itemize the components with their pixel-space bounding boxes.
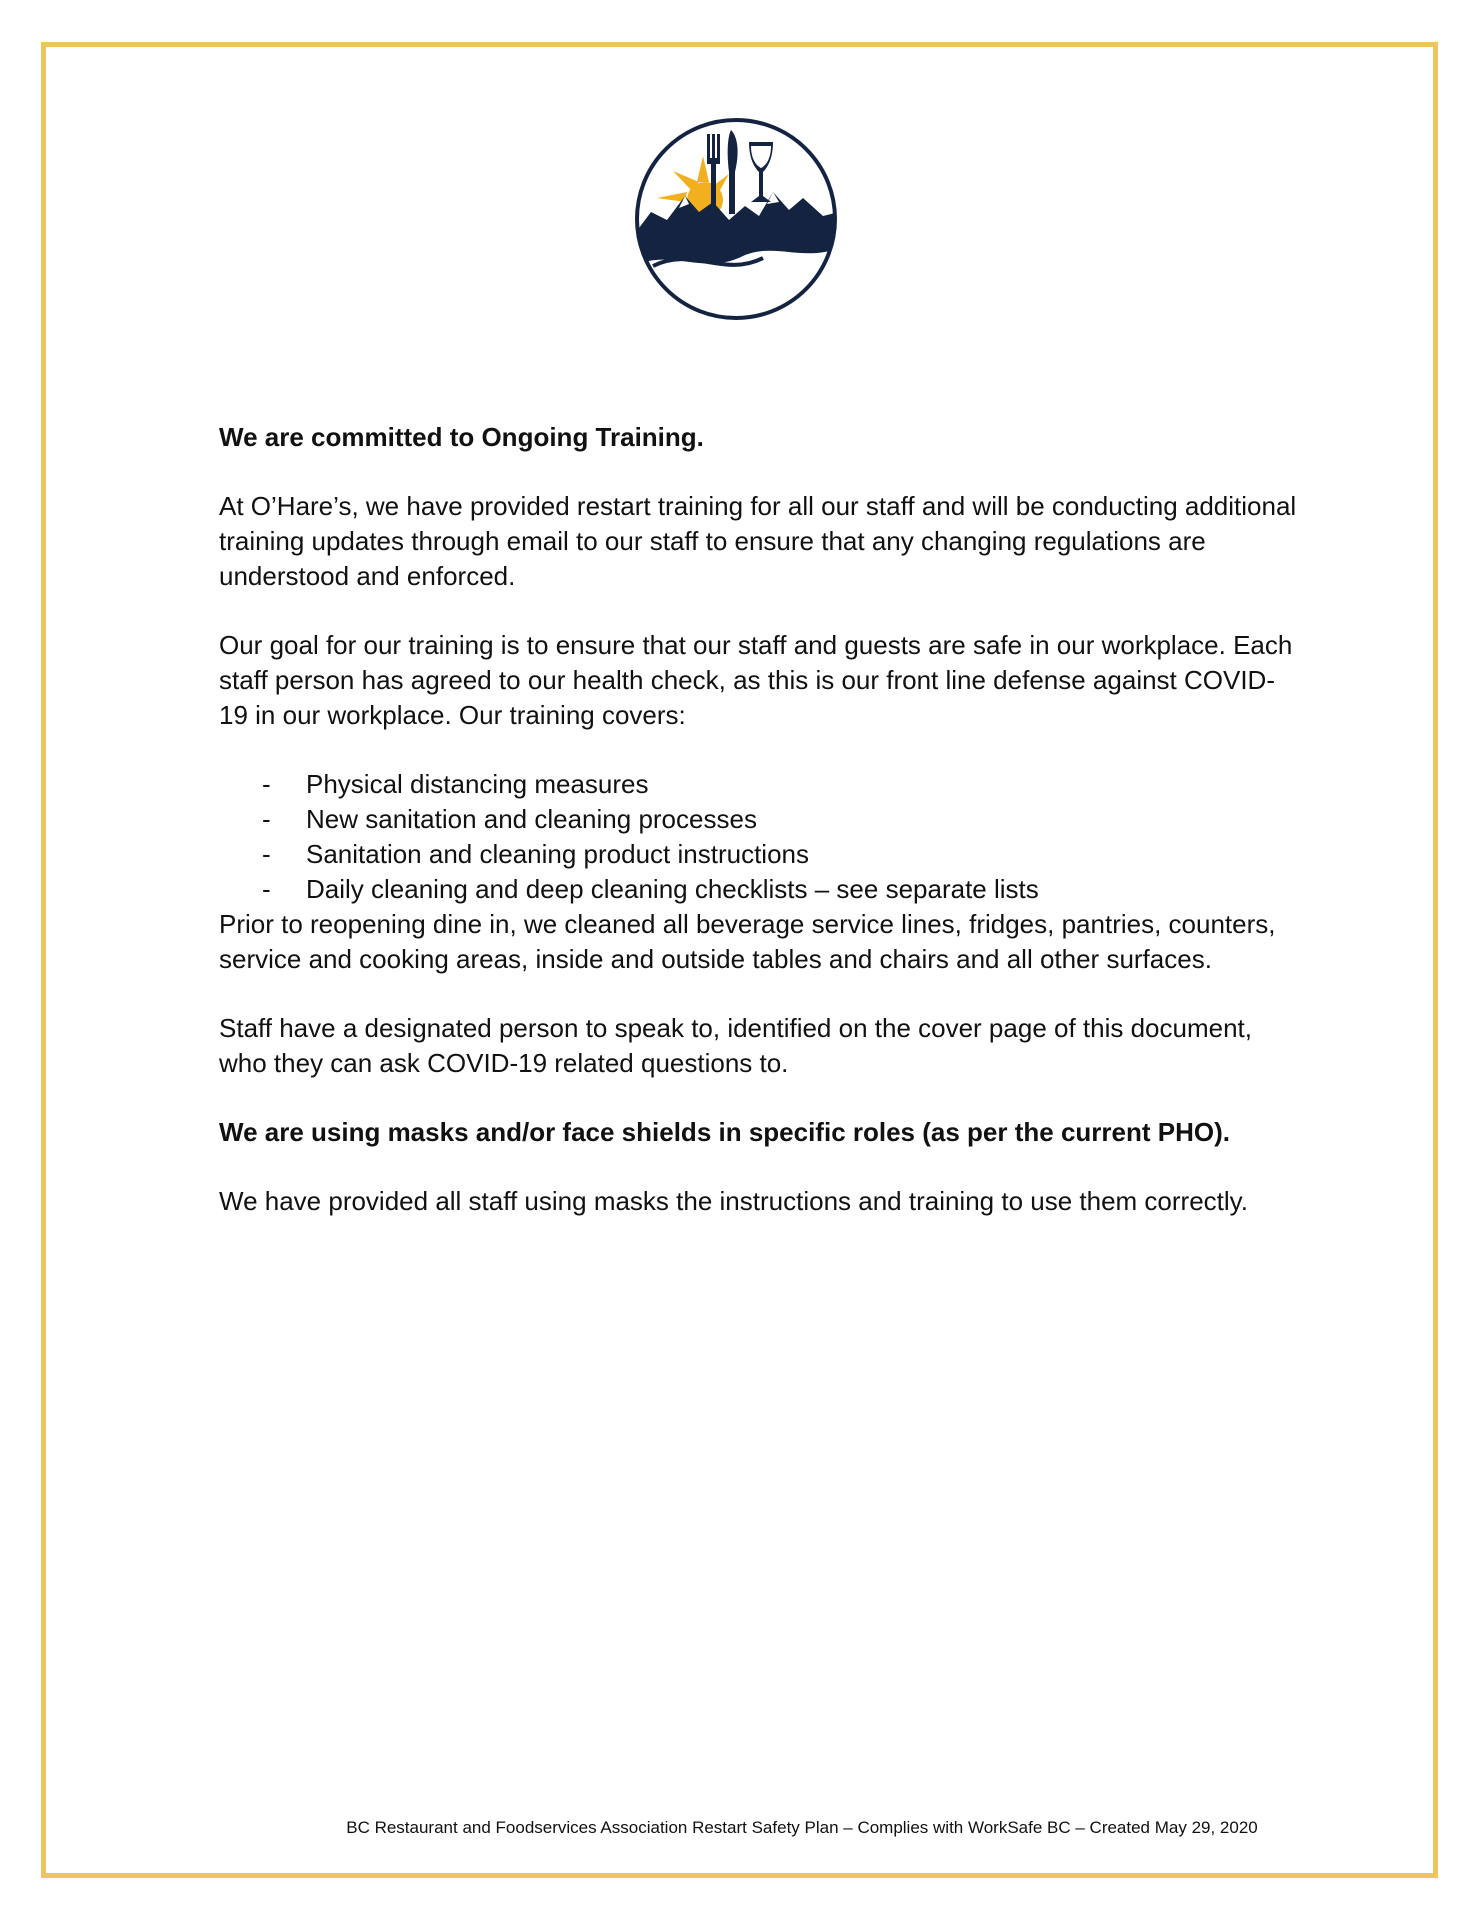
list-item [219, 837, 1299, 872]
document-body [219, 420, 1299, 1253]
restaurant-logo-icon [633, 116, 839, 322]
heading-ongoing-training: We are committed to Ongoing Training. [219, 422, 704, 452]
page-footer: BC Restaurant and Foodservices Association Restart Safety Plan – Complies with WorkSafe BC – Created May 29, 2020 [346, 1818, 1258, 1837]
list-bullet: - [262, 769, 271, 799]
heading-masks: We are using masks and/or face shields in specific roles (as per the current PHO). [219, 1117, 1230, 1147]
list-item-text: Daily cleaning and deep cleaning checklists – see separate lists [306, 874, 1039, 904]
list-bullet: - [262, 804, 271, 834]
paragraph-training-goal: Our goal for our training is to ensure that our staff and guests are safe in our workplace. Each staff person has agreed to our health check, as this is our front line defense against COVID-19 in our workplace. Our training covers: [219, 630, 1293, 730]
list-item-text: Physical distancing measures [306, 769, 649, 799]
list-item-text: Sanitation and cleaning product instructions [306, 839, 809, 869]
list-bullet: - [262, 839, 271, 869]
paragraph-designated-person: Staff have a designated person to speak to, identified on the cover page of this document, who they can ask COVID-19 related questions to. [219, 1013, 1252, 1078]
paragraph-restart-training: At O’Hare’s, we have provided restart training for all our staff and will be conducting additional training updates through email to our staff to ensure that any changing regulations are understood and enforced. [219, 491, 1297, 591]
list-item [219, 767, 1299, 802]
list-item [219, 802, 1299, 837]
list-item [219, 872, 1299, 907]
paragraph-masks-training: We have provided all staff using masks the instructions and training to use them correctly. [219, 1186, 1248, 1216]
list-item-text: New sanitation and cleaning processes [306, 804, 757, 834]
list-bullet: - [262, 874, 271, 904]
training-topics-list [219, 767, 1299, 907]
paragraph-prior-reopening: Prior to reopening dine in, we cleaned all beverage service lines, fridges, pantries, counters, service and cooking areas, inside and outside tables and chairs and all other surfaces. [219, 909, 1276, 974]
